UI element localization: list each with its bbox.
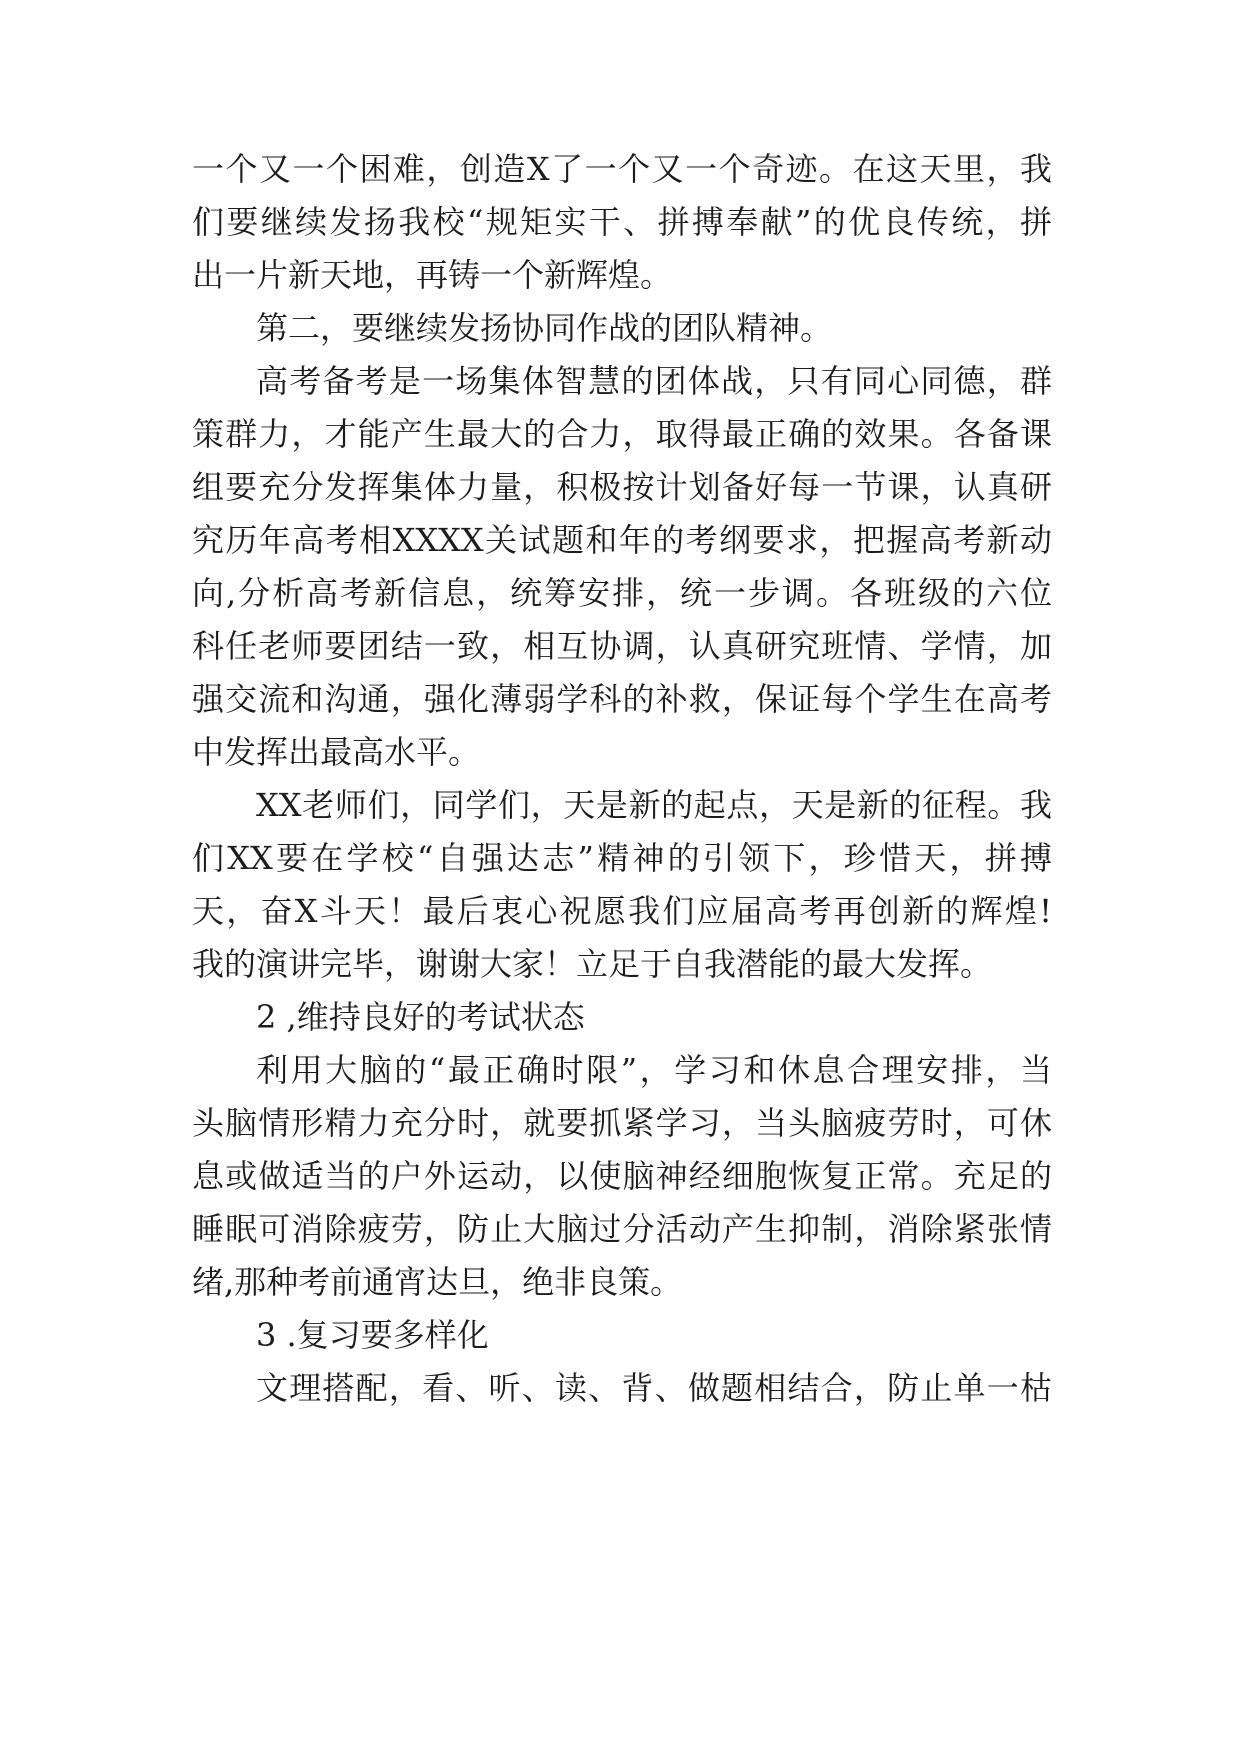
text-line: 息或做适当的户外运动，以使脑神经细胞恢复正常。充足的 — [192, 1157, 1052, 1195]
section-heading: 第二，要继续发扬协同作战的团队精神。 — [256, 309, 833, 347]
section-heading: 2 ,维持良好的考试状态 — [256, 998, 585, 1036]
text-line: 们要继续发扬我校“规矩实干、拼搏奉献”的优良传统，拼 — [192, 203, 1052, 241]
text-line: 天，奋X斗天！最后衷心祝愿我们应届高考再创新的辉煌! — [192, 892, 1052, 930]
text-line: XX老师们，同学们，天是新的起点，天是新的征程。我 — [256, 786, 1052, 824]
text-line: 策群力，才能产生最大的合力，取得最正确的效果。各备课 — [192, 415, 1052, 453]
text-line: 科任老师要团结一致，相互协调，认真研究班情、学情，加 — [192, 627, 1052, 665]
text-line: 中发挥出最高水平。 — [192, 733, 481, 771]
text-line: 出一片新天地，再铸一个新辉煌。 — [192, 256, 673, 294]
text-line: 究历年高考相XXXX关试题和年的考纲要求，把握高考新动 — [192, 521, 1052, 559]
text-line: 文理搭配，看、听、读、背、做题相结合，防止单一枯 — [256, 1369, 1052, 1407]
text-line: 高考备考是一场集体智慧的团体战，只有同心同德，群 — [256, 362, 1052, 400]
section-heading: 3 .复习要多样化 — [256, 1316, 489, 1354]
text-line: 一个又一个困难，创造X了一个又一个奇迹。在这天里，我 — [192, 150, 1052, 188]
text-line: 头脑情形精力充分时，就要抓紧学习，当头脑疲劳时，可休 — [192, 1104, 1052, 1142]
text-line: 组要充分发挥集体力量，积极按计划备好每一节课，认真研 — [192, 468, 1052, 506]
text-line: 睡眠可消除疲劳，防止大脑过分活动产生抑制，消除紧张情 — [192, 1210, 1052, 1248]
text-line: 们XX要在学校“自强达志”精神的引领下，珍惜天，拼搏 — [192, 839, 1052, 877]
text-line: 绪,那种考前通宵达旦，绝非良策。 — [192, 1263, 683, 1301]
text-line: 向,分析高考新信息，统筹安排，统一步调。各班级的六位 — [192, 574, 1052, 612]
text-line: 我的演讲完毕，谢谢大家！立足于自我潜能的最大发挥。 — [192, 945, 993, 983]
text-line: 利用大脑的“最正确时限”，学习和休息合理安排，当 — [256, 1051, 1052, 1089]
text-line: 强交流和沟通，强化薄弱学科的补救，保证每个学生在高考 — [192, 680, 1052, 718]
